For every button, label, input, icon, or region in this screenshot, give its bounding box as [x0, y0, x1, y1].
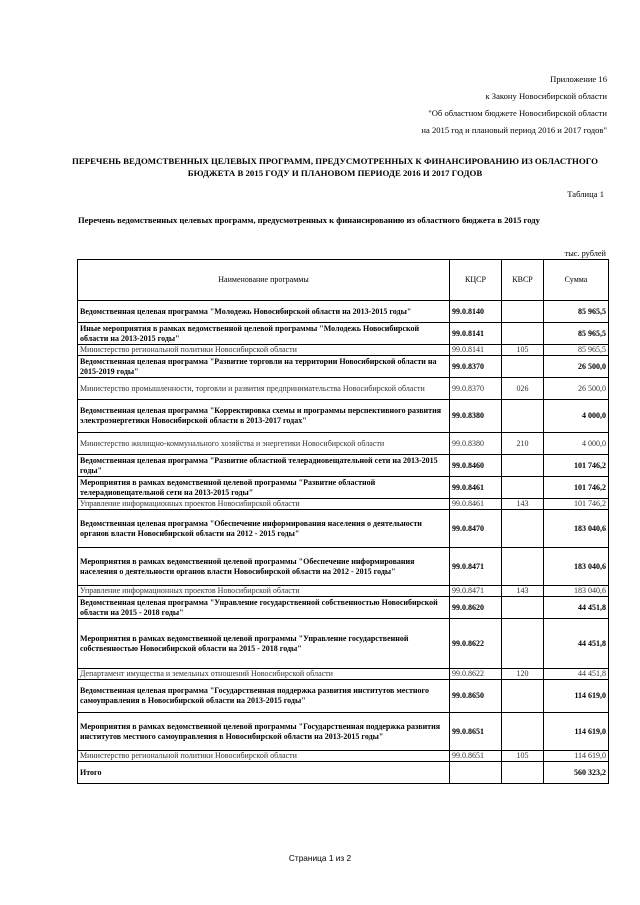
program-name-cell: Мероприятия в рамках ведомственной целевой программы "Государственная поддержка развития институтов местного самоуправления в Новосибирской области на 2013-2015 годы"	[78, 713, 450, 751]
kvsr-cell	[502, 680, 544, 713]
program-name-cell: Ведомственная целевая программа "Развитие областной телерадиовещательной сети на 2013-2015 годы"	[78, 455, 450, 477]
table-subtitle: Перечень ведомственных целевых программ, предусмотренных к финансированию из областного бюджета в 2015 году	[78, 215, 540, 225]
kvsr-cell: 143	[502, 499, 544, 510]
kcsr-cell: 99.0.8650	[450, 680, 502, 713]
kcsr-cell: 99.0.8651	[450, 751, 502, 762]
table-row	[78, 510, 609, 548]
kcsr-cell: 99.0.8141	[450, 323, 502, 345]
sum-cell: 114 619,0	[544, 751, 609, 762]
sum-cell: 101 746,2	[544, 455, 609, 477]
table-header-row	[78, 260, 609, 301]
kvsr-cell: 210	[502, 433, 544, 455]
kvsr-cell	[502, 477, 544, 499]
program-name-cell: Управление информационных проектов Новосибирской области	[78, 499, 450, 510]
kcsr-cell: 99.0.8380	[450, 433, 502, 455]
sum-cell: 44 451,8	[544, 619, 609, 669]
sum-cell: 26 500,0	[544, 378, 609, 400]
kvsr-cell: 026	[502, 378, 544, 400]
table-row	[78, 455, 609, 477]
kvsr-cell	[502, 762, 544, 784]
program-name-cell: Мероприятия в рамках ведомственной целевой программы "Обеспечение информирования населения о деятельности органов власти Новосибирской области на 2012 - 2015 годы"	[78, 548, 450, 586]
appendix-line: к Закону Новосибирской области	[485, 91, 607, 101]
kcsr-cell: 99.0.8471	[450, 586, 502, 597]
table-row	[78, 433, 609, 455]
sum-cell: 183 040,6	[544, 586, 609, 597]
table-row	[78, 301, 609, 323]
kcsr-cell: 99.0.8370	[450, 378, 502, 400]
sum-cell: 44 451,8	[544, 597, 609, 619]
table-row	[78, 669, 609, 680]
kvsr-cell	[502, 400, 544, 433]
kcsr-cell: 99.0.8622	[450, 669, 502, 680]
program-name-cell: Министерство региональной политики Новосибирской области	[78, 751, 450, 762]
program-name-cell: Ведомственная целевая программа "Молодежь Новосибирской области на 2013-2015 годы"	[78, 301, 450, 323]
kcsr-cell: 99.0.8370	[450, 356, 502, 378]
program-name-cell: Министерство региональной политики Новосибирской области	[78, 345, 450, 356]
units-label: тыс. рублей	[564, 249, 606, 258]
table-row	[78, 597, 609, 619]
program-name-cell: Ведомственная целевая программа "Государственная поддержка развития институтов местного самоуправления в Новосибирской области на 2013-2015 годы"	[78, 680, 450, 713]
kvsr-cell	[502, 455, 544, 477]
kcsr-cell: 99.0.8620	[450, 597, 502, 619]
kcsr-cell: 99.0.8140	[450, 301, 502, 323]
table-row	[78, 356, 609, 378]
kvsr-cell	[502, 301, 544, 323]
kcsr-cell: 99.0.8380	[450, 400, 502, 433]
kvsr-cell	[502, 619, 544, 669]
table-row	[78, 680, 609, 713]
table-row	[78, 323, 609, 345]
sum-cell: 4 000,0	[544, 433, 609, 455]
kvsr-cell	[502, 597, 544, 619]
kcsr-cell: 99.0.8141	[450, 345, 502, 356]
kcsr-cell: 99.0.8461	[450, 477, 502, 499]
sum-cell: 560 323,2	[544, 762, 609, 784]
column-header-sum: Сумма	[544, 260, 609, 301]
sum-cell: 26 500,0	[544, 356, 609, 378]
sum-cell: 85 965,5	[544, 301, 609, 323]
program-name-cell: Управление информационных проектов Новосибирской области	[78, 586, 450, 597]
table-row	[78, 762, 609, 784]
appendix-line: на 2015 год и плановый период 2016 и 2017 годов"	[421, 125, 607, 135]
sum-cell: 114 619,0	[544, 713, 609, 751]
sum-cell: 183 040,6	[544, 510, 609, 548]
column-header-name: Наименование программы	[78, 260, 450, 301]
table-row	[78, 751, 609, 762]
kcsr-cell: 99.0.8471	[450, 548, 502, 586]
table-row	[78, 378, 609, 400]
table-row	[78, 477, 609, 499]
kcsr-cell: 99.0.8622	[450, 619, 502, 669]
program-name-cell: Ведомственная целевая программа "Развитие торговли на территории Новосибирской области на 2015-2019 годы"	[78, 356, 450, 378]
kvsr-cell	[502, 323, 544, 345]
kvsr-cell: 120	[502, 669, 544, 680]
program-name-cell: Иные мероприятия в рамках ведомственной целевой программы "Молодежь Новосибирской области на 2013-2015 годы"	[78, 323, 450, 345]
sum-cell: 183 040,6	[544, 548, 609, 586]
program-name-cell: Министерство промышленности, торговли и развития предпринимательства Новосибирской области	[78, 378, 450, 400]
sum-cell: 85 965,5	[544, 323, 609, 345]
kcsr-cell: 99.0.8460	[450, 455, 502, 477]
program-name-cell: Ведомственная целевая программа "Управление государственной собственностью Новосибирской области на 2015 - 2018 годы"	[78, 597, 450, 619]
table-body	[78, 301, 609, 784]
program-name-cell: Мероприятия в рамках ведомственной целевой программы "Развитие областной телерадиовещательной сети на 2013-2015 годы"	[78, 477, 450, 499]
appendix-line: "Об областном бюджете Новосибирской области	[428, 108, 607, 118]
program-name-cell: Министерство жилищно-коммунального хозяйства и энергетики Новосибирской области	[78, 433, 450, 455]
kvsr-cell: 105	[502, 751, 544, 762]
table-row	[78, 499, 609, 510]
program-name-cell: Ведомственная целевая программа "Обеспечение информирования населения о деятельности органов власти Новосибирской области на 2012 - 2015 годы"	[78, 510, 450, 548]
sum-cell: 4 000,0	[544, 400, 609, 433]
kcsr-cell: 99.0.8470	[450, 510, 502, 548]
program-name-cell: Мероприятия в рамках ведомственной целевой программы "Управление государственной собственностью Новосибирской области на 2015 - 2018 годы"	[78, 619, 450, 669]
column-header-kcsr: КЦСР	[450, 260, 502, 301]
table-row	[78, 586, 609, 597]
appendix-header	[421, 71, 607, 139]
appendix-line: Приложение 16	[550, 74, 607, 84]
sum-cell: 101 746,2	[544, 499, 609, 510]
sum-cell: 101 746,2	[544, 477, 609, 499]
kvsr-cell: 143	[502, 586, 544, 597]
program-name-cell: Департамент имущества и земельных отношений Новосибирской области	[78, 669, 450, 680]
table-row	[78, 619, 609, 669]
kcsr-cell: 99.0.8651	[450, 713, 502, 751]
column-header-kvsr: КВСР	[502, 260, 544, 301]
sum-cell: 114 619,0	[544, 680, 609, 713]
programs-table	[77, 259, 609, 784]
document-title: ПЕРЕЧЕНЬ ВЕДОМСТВЕННЫХ ЦЕЛЕВЫХ ПРОГРАММ, ПРЕДУСМОТРЕННЫХ К ФИНАНСИРОВАНИЮ ИЗ ОБЛАСТНОГО БЮДЖЕТА В 2015 ГОДУ И ПЛАНОВОМ ПЕРИОДЕ 2016 И 2017 ГОДОВ	[72, 156, 598, 178]
table-row	[78, 345, 609, 356]
kvsr-cell	[502, 713, 544, 751]
table-row	[78, 713, 609, 751]
kvsr-cell	[502, 510, 544, 548]
kvsr-cell: 105	[502, 345, 544, 356]
kvsr-cell	[502, 548, 544, 586]
kcsr-cell	[450, 762, 502, 784]
page-footer: Страница 1 из 2	[288, 853, 352, 863]
program-name-cell: Итого	[78, 762, 450, 784]
table-row	[78, 400, 609, 433]
sum-cell: 85 965,5	[544, 345, 609, 356]
kvsr-cell	[502, 356, 544, 378]
program-name-cell: Ведомственная целевая программа "Корректировка схемы и программы перспективного развития электроэнергетики Новосибирской области в 2013-2017 годах"	[78, 400, 450, 433]
sum-cell: 44 451,8	[544, 669, 609, 680]
kcsr-cell: 99.0.8461	[450, 499, 502, 510]
table-row	[78, 548, 609, 586]
table-label: Таблица 1	[567, 189, 604, 199]
